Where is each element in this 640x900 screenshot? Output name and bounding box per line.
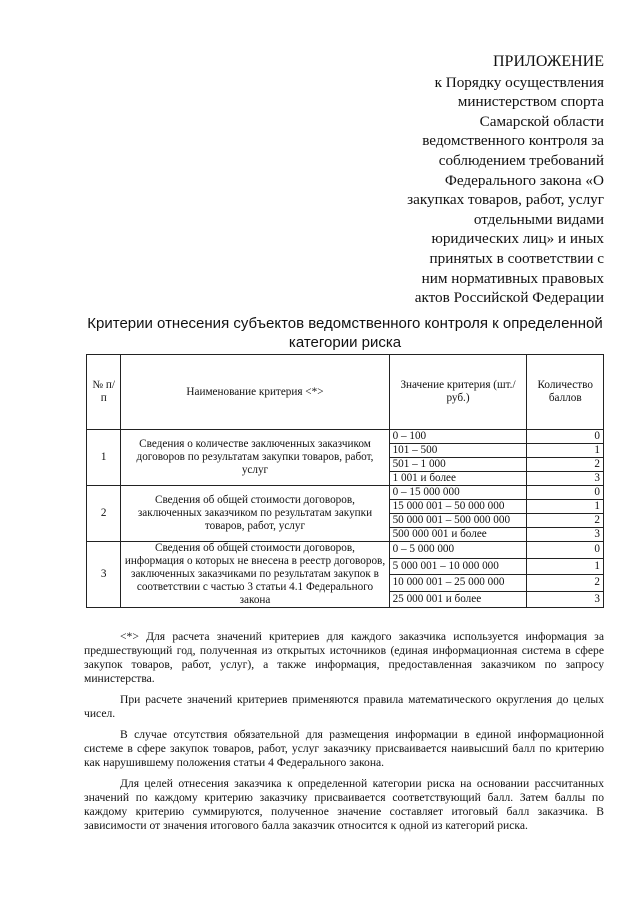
document-title [80, 314, 610, 352]
criterion-score: 3 [527, 472, 604, 486]
appendix-line: принятых в соответствии с [429, 249, 604, 267]
header-score: Количество баллов [527, 355, 604, 430]
row-num: 1 [87, 430, 121, 486]
header-value: Значение критерия (шт./руб.) [389, 355, 527, 430]
row-criterion: Сведения об общей стоимости договоров, заключенных заказчиком по результатам закупки товаров, работ, услуг [121, 486, 389, 542]
criterion-score: 0 [527, 542, 604, 559]
criterion-score: 0 [527, 486, 604, 500]
criterion-score: 2 [527, 575, 604, 592]
title-line-1: Критерии отнесения субъектов ведомственного контроля к определенной [87, 315, 603, 332]
appendix-line: министерством спорта [457, 93, 604, 111]
criterion-score: 1 [527, 444, 604, 458]
criterion-value: 1 001 и более [389, 472, 527, 486]
criteria-table [86, 354, 604, 608]
criterion-score: 0 [527, 430, 604, 444]
row-criterion: Сведения о количестве заключенных заказчиком договоров по результатам закупки товаров, работ, услуг [121, 430, 389, 486]
criterion-score: 3 [527, 591, 604, 608]
table-row [87, 542, 604, 559]
criterion-value: 50 000 001 – 500 000 000 [389, 514, 527, 528]
appendix-block [374, 52, 604, 308]
criterion-score: 1 [527, 558, 604, 575]
appendix-line: закупках товаров, работ, услуг [407, 191, 604, 209]
criterion-score: 2 [527, 458, 604, 472]
table-row [87, 430, 604, 444]
row-num: 3 [87, 542, 121, 608]
appendix-line: Самарской области [479, 112, 604, 130]
criterion-value: 5 000 001 – 10 000 000 [389, 558, 527, 575]
criterion-score: 3 [527, 528, 604, 542]
appendix-line: к Порядку осуществления [434, 73, 604, 91]
title-line-2: категории риска [288, 334, 402, 351]
row-criterion: Сведения об общей стоимости договоров, информация о которых не внесена в реестр договоров, заключенных заказчиками по результатам закупок в соответствии с частью 3 статьи 4.1 Федерального закона [121, 542, 389, 608]
appendix-line: соблюдением требований [438, 151, 604, 169]
criterion-value: 0 – 100 [389, 430, 527, 444]
criterion-value: 15 000 001 – 50 000 000 [389, 500, 527, 514]
appendix-line: актов Российской Федерации [414, 289, 604, 307]
criterion-score: 2 [527, 514, 604, 528]
row-num: 2 [87, 486, 121, 542]
criterion-value: 101 – 500 [389, 444, 527, 458]
criterion-score: 1 [527, 500, 604, 514]
table-row [87, 486, 604, 500]
appendix-line: юридических лиц» и иных [431, 230, 604, 248]
header-num: № п/п [87, 355, 121, 430]
note-paragraph: В случае отсутствия обязательной для размещения информации в единой информационной системе в сфере закупок товаров, работ, услуг заказчику присваивается наивысший балл по критерию как нарушившему положения статьи 4 Федерального закона. [84, 728, 604, 769]
appendix-line: ведомственного контроля за [422, 132, 604, 150]
header-name: Наименование критерия <*> [121, 355, 389, 430]
note-paragraph: <*> Для расчета значений критериев для каждого заказчика используется информация за предшествующий год, полученная из открытых источников (единая информационная система в сфере закупок товаров, работ, услуг), а также информация, предоставленная заказчиком по запросу министерства. [84, 630, 604, 685]
notes-block [84, 630, 604, 840]
note-paragraph: Для целей отнесения заказчика к определенной категории риска на основании рассчитанных значений по каждому критерию заказчику присваивается соответствующий балл. Затем баллы по каждому критерию суммируются, полученное значение составляет итоговый балл заказчика. В зависимости от значения итогового балла заказчик относится к одной из категорий риска. [84, 777, 604, 832]
criterion-value: 10 000 001 – 25 000 000 [389, 575, 527, 592]
appendix-heading: ПРИЛОЖЕНИЕ [492, 53, 604, 70]
appendix-line: ним нормативных правовых [421, 269, 604, 287]
appendix-line: Федерального закона «О [444, 171, 604, 189]
criterion-value: 501 – 1 000 [389, 458, 527, 472]
criterion-value: 0 – 15 000 000 [389, 486, 527, 500]
criterion-value: 500 000 001 и более [389, 528, 527, 542]
appendix-line: отдельными видами [473, 210, 604, 228]
criterion-value: 25 000 001 и более [389, 591, 527, 608]
table-header-row [87, 355, 604, 430]
note-paragraph: При расчете значений критериев применяются правила математического округления до целых чисел. [84, 693, 604, 720]
criterion-value: 0 – 5 000 000 [389, 542, 527, 559]
